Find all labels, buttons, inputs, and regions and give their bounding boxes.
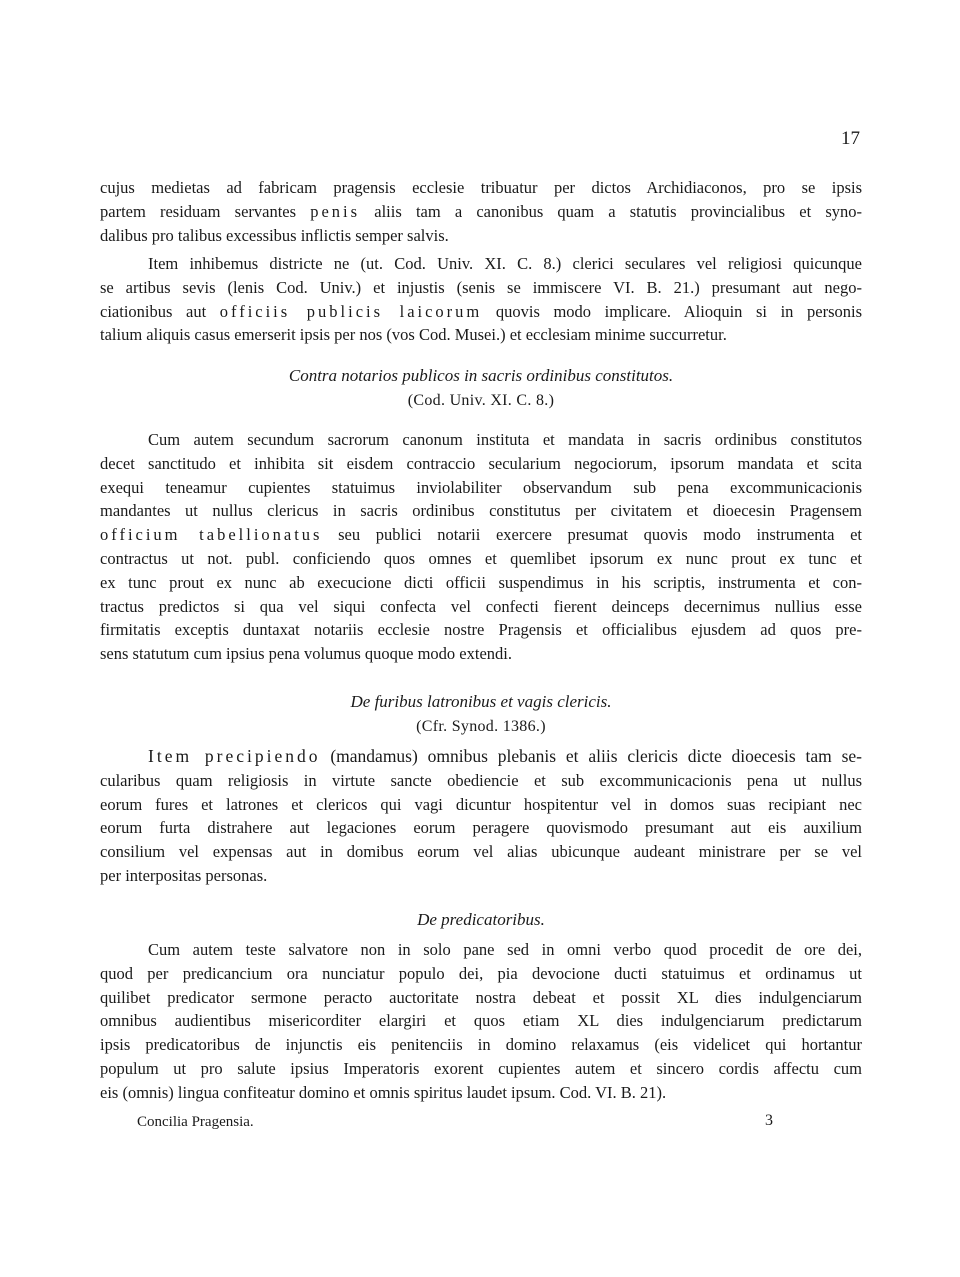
- text-line: populum ut pro salute ipsius Imperatoris exorent cupientes autem et sincero cordis affectu cum: [100, 1058, 862, 1078]
- spaced-words: Item precipiendo: [148, 746, 321, 766]
- text-line: omnibus audientibus misericorditer elargiri et quos etiam XL dies indulgenciarum predictarum: [100, 1011, 862, 1031]
- text-line: consilium vel expensas aut in domibus eorum vel alias ubicunque audeant ministrare per se vel: [100, 842, 862, 862]
- paragraph-1: [100, 176, 862, 247]
- text-line: quilibet predicator sermone peracto auctoritate nostra debeat et possit XL dies indulgenciarum: [100, 987, 862, 1007]
- section-heading: De predicatoribus.: [417, 910, 545, 929]
- spaced-word: penis: [310, 201, 361, 221]
- text-line: ipsis predicatoribus de injunctis eis penitenciis in domino relaxamus (eis videlicet qui hortantur: [100, 1035, 862, 1055]
- footer-sheet-number: 3: [765, 1112, 773, 1129]
- text-line: eorum furta distrahere aut legaciones eorum peragere quovismodo presumant aut eis auxilium: [100, 818, 862, 838]
- text-line: exequi teneamur cupientes statuimus inviolabiliter observandum sub pena excommunicacionis: [100, 477, 862, 497]
- text-line: tractus predictos si qua vel siqui confecta vel confecti fierent deinceps decernimus nullius esse: [100, 596, 862, 616]
- text-line: se artibus sevis (lenis Cod. Univ.) et injustis (senis se immiscere VI. B. 21.) presumant aut nego-: [100, 277, 862, 297]
- spaced-words: officiis publicis laicorum: [219, 301, 483, 321]
- section-heading: Contra notarios publicos in sacris ordinibus constitutos.: [288, 366, 674, 385]
- section-body: [100, 428, 862, 666]
- text-line: contractus ut not. publ. conficiendo quos omnes et quemlibet ipsorum ex nunc prout ex tunc et: [100, 548, 862, 568]
- text-line: eis (omnis) lingua confiteatur domino et omnis spiritus laudet ipsum. Cod. VI. B. 21).: [100, 1082, 667, 1102]
- text-line: sens statutum cum ipsius pena volumus quoque modo extendi.: [100, 644, 513, 664]
- text-line: Item precipiendo (mandamus) omnibus plebanis et aliis clericis dicte dioecesis tam se-: [148, 746, 862, 766]
- paragraph-2: [100, 252, 862, 347]
- section-body: [100, 745, 862, 888]
- text-line: mandantes ut nullus clericus in sacris ordinibus constitutus per civitatem et dioecesin Pragensem: [100, 501, 862, 521]
- text-line: firmitatis exceptis duntaxat notariis ecclesie nostre Pragensis et officialibus ejusdem ad quos pre-: [100, 620, 862, 640]
- section-body: [100, 938, 862, 1105]
- text-line: decet sanctitudo et inhibita sit eisdem contraccio secularium negociorum, ipsorum mandata et scita: [100, 453, 862, 473]
- text-line: Cum autem secundum sacrorum canonum instituta et mandata in sacris ordinibus constitutos: [148, 430, 862, 449]
- text-line: quod per predicancium ora nunciatur populo dei, pia devocione ducti statuimus et ordinamus ut: [100, 963, 862, 983]
- text-line: ex tunc prout ex nunc ab execucione dicti officii suspendimus in his scriptis, instrumenta et con-: [100, 572, 862, 592]
- section-reference: (Cod. Univ. XI. C. 8.): [407, 392, 555, 409]
- text-line: ciationibus aut officiis publicis laicorum quovis modo implicare. Alioquin si in personis: [100, 301, 862, 321]
- text-line: cujus medietas ad fabricam pragensis ecclesie tribuatur per dictos Archidiaconos, pro se ipsis: [100, 178, 862, 197]
- page-number: 17: [841, 128, 860, 149]
- text-line: partem residuam servantes penis aliis tam a canonibus quam a statutis provincialibus et syno-: [100, 201, 863, 221]
- text-line: talium aliquis casus emerserit ipsis per nos (vos Cod. Musei.) et ecclesiam minime succurretur.: [100, 325, 727, 345]
- spaced-words: officium tabellionatus: [100, 525, 323, 545]
- section-reference: (Cfr. Synod. 1386.): [416, 718, 546, 735]
- text-line: Cum autem teste salvatore non in solo pane sed in omni verbo quod procedit de ore dei,: [148, 940, 862, 959]
- text-line: Item inhibemus districte ne (ut. Cod. Univ. XI. C. 8.) clerici seculares vel religiosi quicunque: [148, 254, 862, 273]
- text-line: eorum fures et latrones et clericos qui vagi dicuntur hospitentur vel in domos suas recipiant nec: [100, 794, 862, 814]
- text-line: per interpositas personas.: [100, 865, 268, 885]
- text-line: officium tabellionatus seu publici notarii exercere presumat quovis modo instrumenta et: [100, 525, 862, 545]
- footer-signature: Concilia Pragensia.: [137, 1114, 254, 1130]
- text-line: cularibus quam religiosis in virtute sancte obediencie et sub excommunicacionis pena ut nullus: [100, 770, 862, 790]
- text-line: dalibus pro talibus excessibus inflictis semper salvis.: [100, 225, 449, 245]
- section-heading: De furibus latronibus et vagis clericis.: [350, 692, 612, 711]
